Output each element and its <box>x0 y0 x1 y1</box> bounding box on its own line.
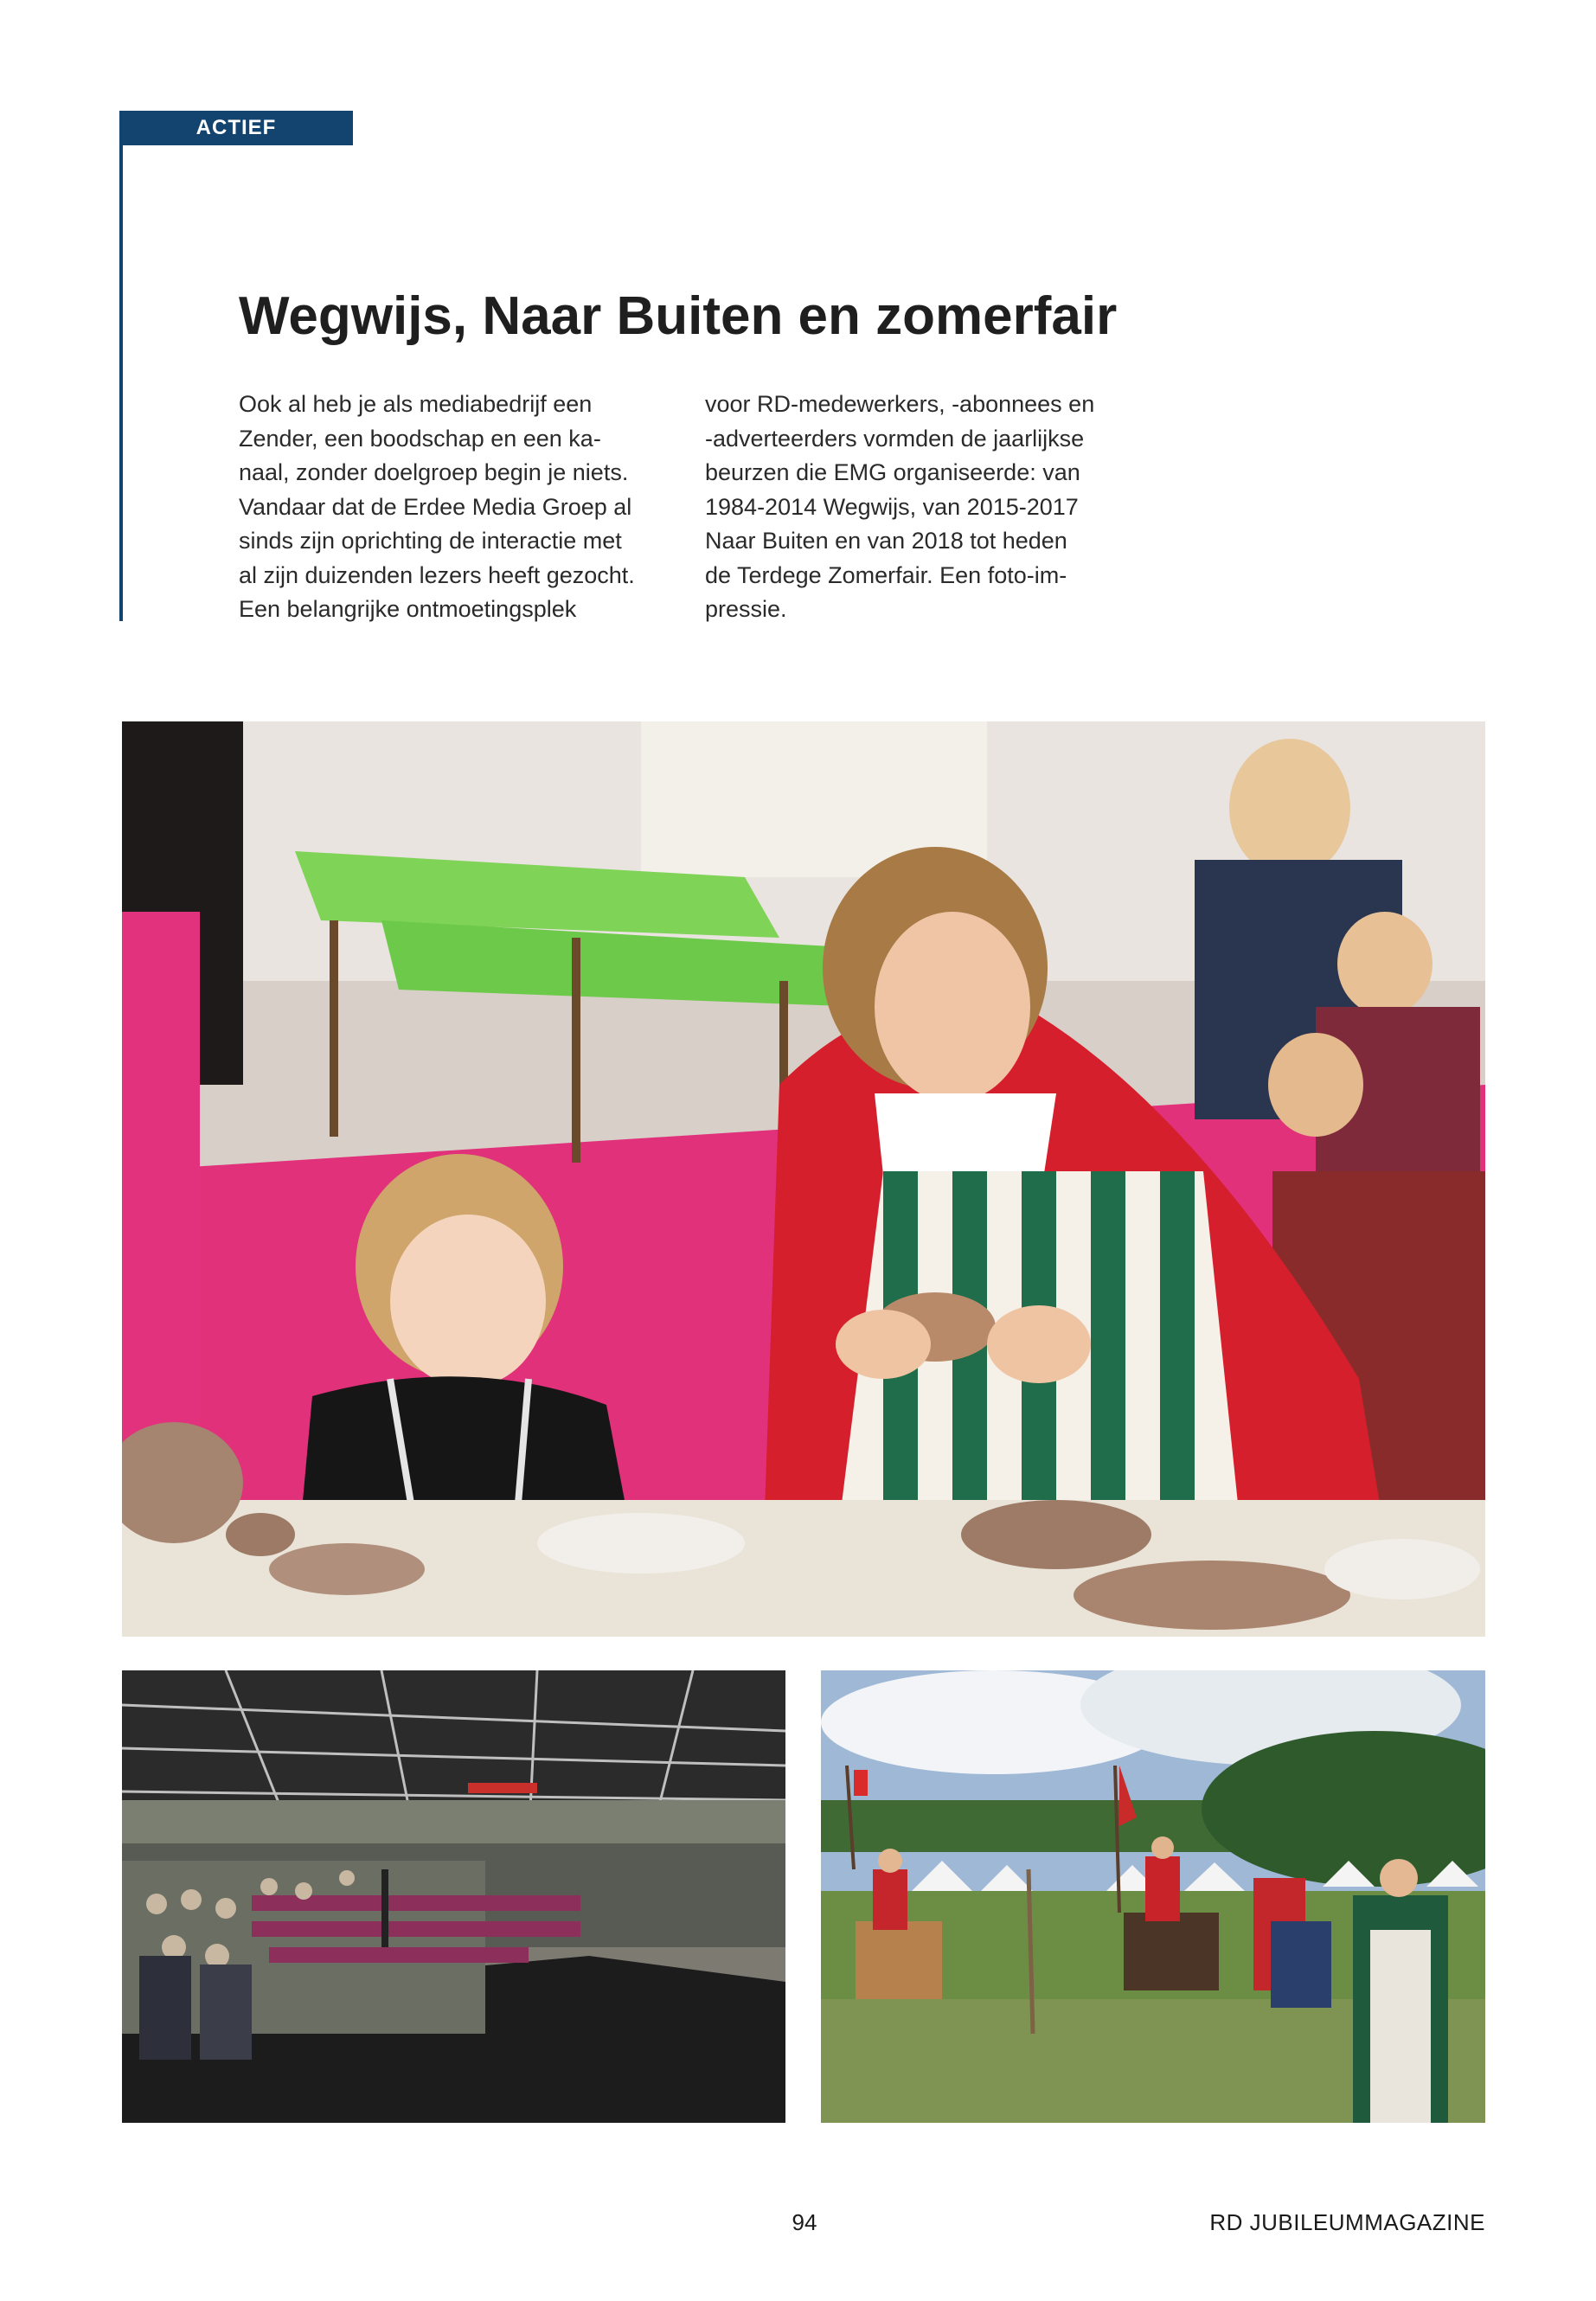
section-rule <box>119 145 123 621</box>
intro-column-1 <box>239 388 689 627</box>
intro-line: Vandaar dat de Erdee Media Groep al <box>239 493 632 520</box>
exhibition-hall-illustration <box>122 1670 785 2123</box>
intro-line: beurzen die EMG organiseerde: van <box>705 459 1080 485</box>
intro-line: de Terdege Zomerfair. Een foto-im- <box>705 561 1067 588</box>
intro-line: voor RD-medewerkers, -abonnees en <box>705 391 1095 417</box>
intro-line: -adverteerders vormden de jaarlijkse <box>705 425 1085 452</box>
intro-line: al zijn duizenden lezers heeft gezocht. <box>239 561 635 588</box>
intro-line: Een belangrijke ontmoetingsplek <box>239 596 577 622</box>
article-title: Wegwijs, Naar Buiten en zomerfair <box>239 286 1118 346</box>
intro-line: pressie. <box>705 596 787 622</box>
intro-line: Zender, een boodschap en een ka- <box>239 425 601 452</box>
intro-line: sinds zijn oprichting de interactie met <box>239 528 622 554</box>
intro-line: 1984-2014 Wegwijs, van 2015-2017 <box>705 493 1079 520</box>
horse-riders-illustration <box>821 1670 1485 2123</box>
intro-column-2 <box>705 388 1155 627</box>
intro-line: naal, zonder doelgroep begin je niets. <box>239 459 629 485</box>
clay-workshop-illustration <box>122 721 1485 1637</box>
photo-horse-riders <box>821 1670 1485 2123</box>
section-tag: ACTIEF <box>119 111 353 145</box>
photo-exhibition-hall <box>122 1670 785 2123</box>
magazine-name: RD JUBILEUMMAGAZINE <box>1209 2209 1485 2235</box>
page-number: 94 <box>792 2209 817 2235</box>
intro-line: Naar Buiten en van 2018 tot heden <box>705 528 1067 554</box>
intro-line: Ook al heb je als mediabedrijf een <box>239 391 593 417</box>
photo-clay-workshop <box>122 721 1485 1637</box>
